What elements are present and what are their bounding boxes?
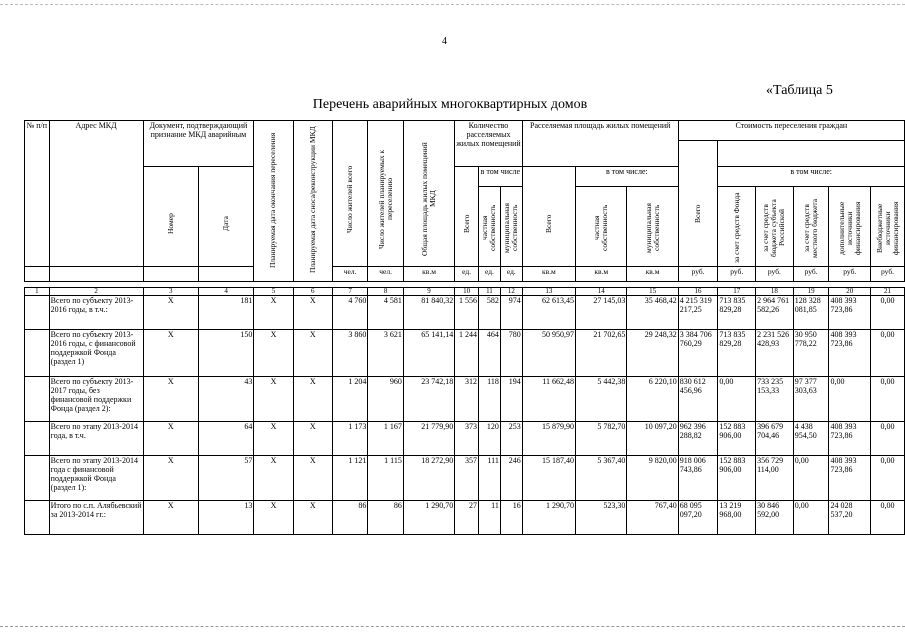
page-title: Перечень аварийных многоквартирных домов: [312, 97, 588, 112]
table-cell: 0,00: [829, 377, 871, 422]
table-cell: 4 215 319 217,25: [678, 296, 718, 330]
table-cell: 194: [500, 377, 522, 422]
table-cell: 30 846 592,00: [756, 501, 794, 535]
table-row: [25, 296, 905, 330]
col-number: 10: [455, 288, 479, 296]
table-cell: 35 468,42: [627, 296, 678, 330]
col-number: 7: [332, 288, 368, 296]
header-row-1: [25, 121, 905, 141]
col-number: 6: [293, 288, 332, 296]
col-cost-header: Стоимость переселения граждан: [678, 121, 904, 141]
table-cell: 43: [198, 377, 253, 422]
header-row-3: [25, 166, 905, 187]
table-cell: 3 621: [368, 330, 404, 377]
table-cell: 11: [479, 501, 501, 535]
table-cell: 50 950,97: [522, 330, 575, 377]
table-cell: 13: [198, 501, 253, 535]
col-number: 5: [254, 288, 293, 296]
table-cell: Х: [143, 377, 198, 422]
col-number: 14: [576, 288, 627, 296]
table-cell: 1 290,70: [403, 501, 454, 535]
table-cell: 713 835 829,28: [718, 296, 756, 330]
table-cell: 0,00: [871, 422, 905, 456]
table-row: [25, 330, 905, 377]
table-cell: 152 883 906,00: [718, 456, 756, 501]
col-number: 21: [871, 288, 905, 296]
table-cell: 974: [500, 296, 522, 330]
table-cell: Х: [143, 456, 198, 501]
table-cell: 523,30: [576, 501, 627, 535]
table-cell: 128 328 081,85: [793, 296, 829, 330]
table-cell: 1 173: [332, 422, 368, 456]
table-cell: 57: [198, 456, 253, 501]
table-cell: 733 235 153,33: [756, 377, 794, 422]
table-cell: Х: [254, 296, 293, 330]
scan-top-edge: [0, 4, 905, 5]
table-cell: 830 612 456,96: [678, 377, 718, 422]
table-cell: 408 393 723,86: [829, 296, 871, 330]
table-cell: 27: [455, 501, 479, 535]
unit-cell: руб.: [871, 267, 905, 282]
table-cell: Х: [293, 501, 332, 535]
col-area-resettle-header: Расселяемая площадь жилых помещений: [522, 121, 678, 167]
col-number: 17: [718, 288, 756, 296]
table-cell: 408 393 723,86: [829, 422, 871, 456]
units-row: [25, 267, 905, 282]
table-cell: 582: [479, 296, 501, 330]
table-cell: 181: [198, 296, 253, 330]
table-cell: Х: [293, 330, 332, 377]
col-number: 9: [403, 288, 454, 296]
col-number: 11: [479, 288, 501, 296]
col-area-incl-header: в том числе:: [576, 166, 679, 187]
table-cell: 2 231 526 428,93: [756, 330, 794, 377]
table-cell: 373: [455, 422, 479, 456]
table-cell: 6 220,10: [627, 377, 678, 422]
table-row: [25, 501, 905, 535]
col-rooms-incl-header: в том числе: [479, 166, 523, 187]
unit-cell: чел.: [368, 267, 404, 282]
table-cell: 0,00: [871, 501, 905, 535]
table-cell: 81 840,32: [403, 296, 454, 330]
table-cell: 111: [479, 456, 501, 501]
table-cell: 120: [479, 422, 501, 456]
col-area-total-header: Общая площадь жилых помещений МКД: [403, 121, 454, 267]
table-cell: Х: [293, 456, 332, 501]
col-number: 16: [678, 288, 718, 296]
table-cell: Х: [143, 330, 198, 377]
table-cell: 0,00: [871, 330, 905, 377]
emergency-houses-table: [24, 120, 905, 535]
table-cell: 5 782,70: [576, 422, 627, 456]
unit-cell: чел.: [332, 267, 368, 282]
col-area-total2-header: Всего: [522, 166, 575, 267]
table-cell: 356 729 114,00: [756, 456, 794, 501]
table-label: «Таблица 5: [766, 83, 833, 98]
unit-cell: кв.м: [576, 267, 627, 282]
table-cell: [25, 456, 50, 501]
table-cell: 1 244: [455, 330, 479, 377]
table-body: [25, 296, 905, 535]
table-cell: 24 028 537,20: [829, 501, 871, 535]
table-cell: 464: [479, 330, 501, 377]
table-cell: 15 187,40: [522, 456, 575, 501]
table-cell: 11 662,48: [522, 377, 575, 422]
table-cell: Итого по с.п. Алябьевский за 2013-2014 гг.:: [49, 501, 143, 535]
table-cell: 21 702,65: [576, 330, 627, 377]
table-cell: 118: [479, 377, 501, 422]
table-cell: 396 679 704,46: [756, 422, 794, 456]
col-rooms-qty-header: Количество расселяемых жилых помещений: [455, 121, 523, 167]
table-cell: Всего по этапу 2013-2014 года, в т.ч.: [49, 422, 143, 456]
col-number: 4: [198, 288, 253, 296]
table-cell: Х: [254, 422, 293, 456]
unit-cell: руб.: [829, 267, 871, 282]
col-address-header: Адрес МКД: [49, 121, 143, 267]
col-private-header: частная собственность: [479, 187, 501, 267]
table-cell: 18 272,90: [403, 456, 454, 501]
unit-cell: [49, 267, 143, 282]
table-cell: 0,00: [871, 456, 905, 501]
unit-cell: ед.: [500, 267, 522, 282]
table-cell: 5 442,38: [576, 377, 627, 422]
col-number: 2: [49, 288, 143, 296]
table-cell: [25, 422, 50, 456]
table-cell: 1 121: [332, 456, 368, 501]
col-cost-incl-header: в том числе:: [718, 166, 905, 187]
table-cell: 0,00: [793, 501, 829, 535]
table-cell: Всего по субъекту 2013-2016 годы, в т.ч.:: [49, 296, 143, 330]
table-cell: [25, 330, 50, 377]
table-cell: 408 393 723,86: [829, 330, 871, 377]
table-cell: Х: [143, 422, 198, 456]
col-offbudget-header: Внебюджетные источники финансирования: [871, 187, 905, 267]
col-number: 8: [368, 288, 404, 296]
table-cell: 780: [500, 330, 522, 377]
col-doc-header: Документ, подтверждающий признание МКД аварийным: [143, 121, 254, 167]
col-extra-header: дополнительные источники финансирования: [829, 187, 871, 267]
col-number-row: [25, 288, 905, 296]
col-residents-header: Число жителей всего: [332, 121, 368, 267]
table-cell: 767,40: [627, 501, 678, 535]
table-cell: Х: [143, 501, 198, 535]
table-cell: Х: [293, 296, 332, 330]
col-num-header: № п/п: [25, 121, 50, 267]
col-cost-total-header: Всего: [678, 141, 718, 267]
table-cell: 15 879,90: [522, 422, 575, 456]
table-cell: 408 393 723,86: [829, 456, 871, 501]
col-number: 15: [627, 288, 678, 296]
col-private2-header: частная собственность: [576, 187, 627, 267]
table-cell: Всего по субъекту 2013-2017 годы, без финансовой поддержки Фонда (раздел 2):: [49, 377, 143, 422]
col-residents-plan-header: Число жителей планируемых к переселению: [368, 121, 404, 267]
scan-bottom-edge: [0, 626, 905, 627]
table-cell: 1 290,70: [522, 501, 575, 535]
col-doc-date-header: Дата: [198, 166, 253, 267]
table-cell: [25, 296, 50, 330]
col-number: 1: [25, 288, 50, 296]
table-cell: 5 367,40: [576, 456, 627, 501]
table-cell: 3 384 706 760,29: [678, 330, 718, 377]
unit-cell: руб.: [793, 267, 829, 282]
unit-cell: руб.: [678, 267, 718, 282]
table-cell: 713 835 829,28: [718, 330, 756, 377]
table-cell: Х: [143, 296, 198, 330]
unit-cell: кв.м: [522, 267, 575, 282]
page-number: 4: [442, 36, 447, 47]
table-cell: 10 097,20: [627, 422, 678, 456]
unit-cell: [143, 267, 198, 282]
table-cell: 1 556: [455, 296, 479, 330]
unit-cell: руб.: [718, 267, 756, 282]
table-cell: Х: [293, 377, 332, 422]
table-cell: 4 760: [332, 296, 368, 330]
table-cell: 960: [368, 377, 404, 422]
col-plan-demolish-header: Планируемая дата сноса/реконструкции МКД: [293, 121, 332, 282]
table-cell: 16: [500, 501, 522, 535]
table-cell: 246: [500, 456, 522, 501]
col-cost-spacer: [718, 141, 905, 167]
table-cell: 97 377 303,63: [793, 377, 829, 422]
table-cell: Х: [254, 330, 293, 377]
table-cell: Х: [254, 501, 293, 535]
table-cell: 0,00: [871, 377, 905, 422]
col-rooms-total-header: Всего: [455, 166, 479, 267]
table-cell: 86: [332, 501, 368, 535]
table-cell: 152 883 906,00: [718, 422, 756, 456]
col-number: 19: [793, 288, 829, 296]
table-cell: 23 742,18: [403, 377, 454, 422]
table-cell: [25, 501, 50, 535]
table-cell: 0,00: [718, 377, 756, 422]
col-local-header: за счет средств местного бюджета: [793, 187, 829, 267]
table-cell: 4 438 954,50: [793, 422, 829, 456]
table-cell: Всего по этапу 2013-2014 года с финансовой поддержкой Фонда (раздел 1):: [49, 456, 143, 501]
unit-cell: кв.м: [403, 267, 454, 282]
unit-cell: ед.: [455, 267, 479, 282]
table-row: [25, 377, 905, 422]
table-cell: 4 581: [368, 296, 404, 330]
unit-cell: руб.: [756, 267, 794, 282]
table-cell: 918 006 743,86: [678, 456, 718, 501]
table-cell: 1 115: [368, 456, 404, 501]
col-municipal2-header: муниципальная собственность: [627, 187, 678, 267]
table-cell: 1 204: [332, 377, 368, 422]
table-cell: 29 248,32: [627, 330, 678, 377]
table-cell: 253: [500, 422, 522, 456]
col-number: 12: [500, 288, 522, 296]
table-cell: 13 219 968,00: [718, 501, 756, 535]
unit-cell: кв.м: [627, 267, 678, 282]
table-cell: Всего по субъекту 2013-2016 годы, с финансовой поддержкой Фонда (раздел 1): [49, 330, 143, 377]
table-row: [25, 456, 905, 501]
table-cell: 21 779,90: [403, 422, 454, 456]
col-municipal-header: муниципальная собственность: [500, 187, 522, 267]
table-cell: 312: [455, 377, 479, 422]
col-number: 20: [829, 288, 871, 296]
table-cell: 27 145,03: [576, 296, 627, 330]
table-cell: Х: [254, 377, 293, 422]
table-cell: 1 167: [368, 422, 404, 456]
unit-cell: [25, 267, 50, 282]
col-number: 3: [143, 288, 198, 296]
table-cell: 0,00: [793, 456, 829, 501]
table-cell: 150: [198, 330, 253, 377]
table-cell: Х: [293, 422, 332, 456]
table-cell: 2 964 761 582,26: [756, 296, 794, 330]
table-cell: 9 820,00: [627, 456, 678, 501]
table-cell: 0,00: [871, 296, 905, 330]
table-cell: 962 396 288,82: [678, 422, 718, 456]
col-number: 18: [756, 288, 794, 296]
table-cell: 30 950 778,22: [793, 330, 829, 377]
table-cell: 64: [198, 422, 253, 456]
col-plan-resettle-header: Планируемая дата окончания переселения: [254, 121, 293, 282]
table-cell: [25, 377, 50, 422]
table-cell: 65 141,14: [403, 330, 454, 377]
col-number: 13: [522, 288, 575, 296]
unit-cell: ед.: [479, 267, 501, 282]
table-cell: 62 613,45: [522, 296, 575, 330]
unit-cell: [198, 267, 253, 282]
table-row: [25, 422, 905, 456]
table-cell: 86: [368, 501, 404, 535]
table-cell: 68 095 097,20: [678, 501, 718, 535]
col-fund-header: за счет средств Фонда: [718, 187, 756, 267]
table-cell: Х: [254, 456, 293, 501]
col-subject-header: за счет средств бюджета субъекта Российской: [756, 187, 794, 267]
table-cell: 357: [455, 456, 479, 501]
col-doc-number-header: Номер: [143, 166, 198, 267]
table-cell: 3 860: [332, 330, 368, 377]
